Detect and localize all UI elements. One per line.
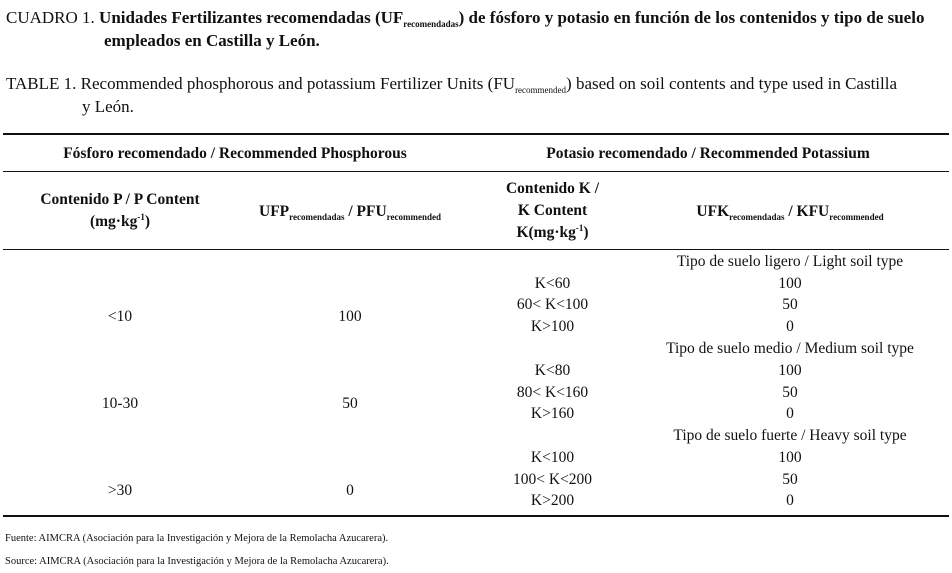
ufk-cell: 0 [786,492,794,509]
caption-en [6,72,897,96]
column-header-rule [3,249,949,250]
p-content-cell: 10-30 [101,395,139,412]
k-content-cell: K<80 [534,362,571,379]
ufk-cell: 50 [782,471,798,488]
phosphorus-group-header: Fósforo recomendado / Recommended Phosphorous [63,145,407,162]
ufk-cell: 100 [778,449,802,466]
footnote-source-en: Source: AIMCRA (Asociación para la Investigación y Mejora de la Remolacha Azucarera). [5,556,389,567]
k-content-header-line1: Contenido K / [505,180,599,197]
ufk-cell: 100 [778,275,802,292]
k-content-cell: K>200 [530,492,575,509]
k-content-cell: K>100 [530,318,575,335]
p-content-header-line2: $(mg\cdot kg^{-1})$ [89,212,151,230]
caption-en-line1-post: ) based on soil contents and type used in Castilla [566,74,898,93]
ufk-cell: 50 [782,384,798,401]
k-content-cell: 100< K<200 [512,471,593,488]
potassium-group-header: Potasio recomendado / Recommended Potassium [546,145,870,162]
k-content-header [470,178,635,244]
ufk-cell: 0 [786,318,794,335]
k-content-header-line2: K Content [517,202,588,219]
caption-es-label: CUADRO 1. [6,8,95,27]
caption-es-sub: recomendadas [403,19,459,29]
k-content-cell: K<60 [534,275,571,292]
caption-es-line1: Unidades Fertilizantes recomendadas (UF [99,8,404,27]
ufk-cell: 0 [786,405,794,422]
caption-es-line1-post: ) de fósforo y potasio en función de los contenidos y tipo de suelo [458,8,925,27]
ufk-cell: 50 [782,296,798,313]
k-content-cell: 80< K<160 [516,384,589,401]
group-header-rule [3,171,949,172]
ufp-header: $UFP_{recomendadas} / PFU_{recommended}$ [259,203,441,222]
ufk-header: $UFK_{recomendadas} / KFU_{recommended}$ [696,203,884,222]
table-top-rule [3,133,949,135]
p-content-header [20,189,220,233]
footnote-source-es: Fuente: AIMCRA (Asociación para la Investigación y Mejora de la Remolacha Azucarera). [5,533,389,544]
ufp-cell: 50 [342,395,358,412]
soil-type-cell: Tipo de suelo ligero / Light soil type [676,253,904,270]
k-content-cell: 60< K<100 [516,296,589,313]
p-content-cell: <10 [107,308,133,325]
p-content-cell: >30 [107,482,133,499]
table-bottom-rule [3,515,949,517]
soil-type-cell: Tipo de suelo medio / Medium soil type [666,340,914,357]
caption-en-sub: recommended [515,85,567,95]
caption-es-line2: empleados en Castilla y León. [104,31,320,50]
ufp-cell: 100 [338,308,362,325]
caption-en-line2: y León. [82,97,134,116]
caption-en-line1: Recommended phosphorous and potassium Fertilizer Units (FU [80,74,516,93]
k-content-cell: K<100 [530,449,575,466]
ufk-cell: 100 [778,362,802,379]
p-content-header-line1: Contenido P / P Content [40,191,200,208]
soil-type-cell: Tipo de suelo fuerte / Heavy soil type [673,427,907,444]
k-content-header-line3: $K(mg\cdot kg^{-1})$ [516,223,589,241]
ufp-cell: 0 [346,482,354,499]
k-content-cell: K>160 [530,405,575,422]
caption-es [6,6,924,30]
caption-en-label: TABLE 1. [6,74,77,93]
